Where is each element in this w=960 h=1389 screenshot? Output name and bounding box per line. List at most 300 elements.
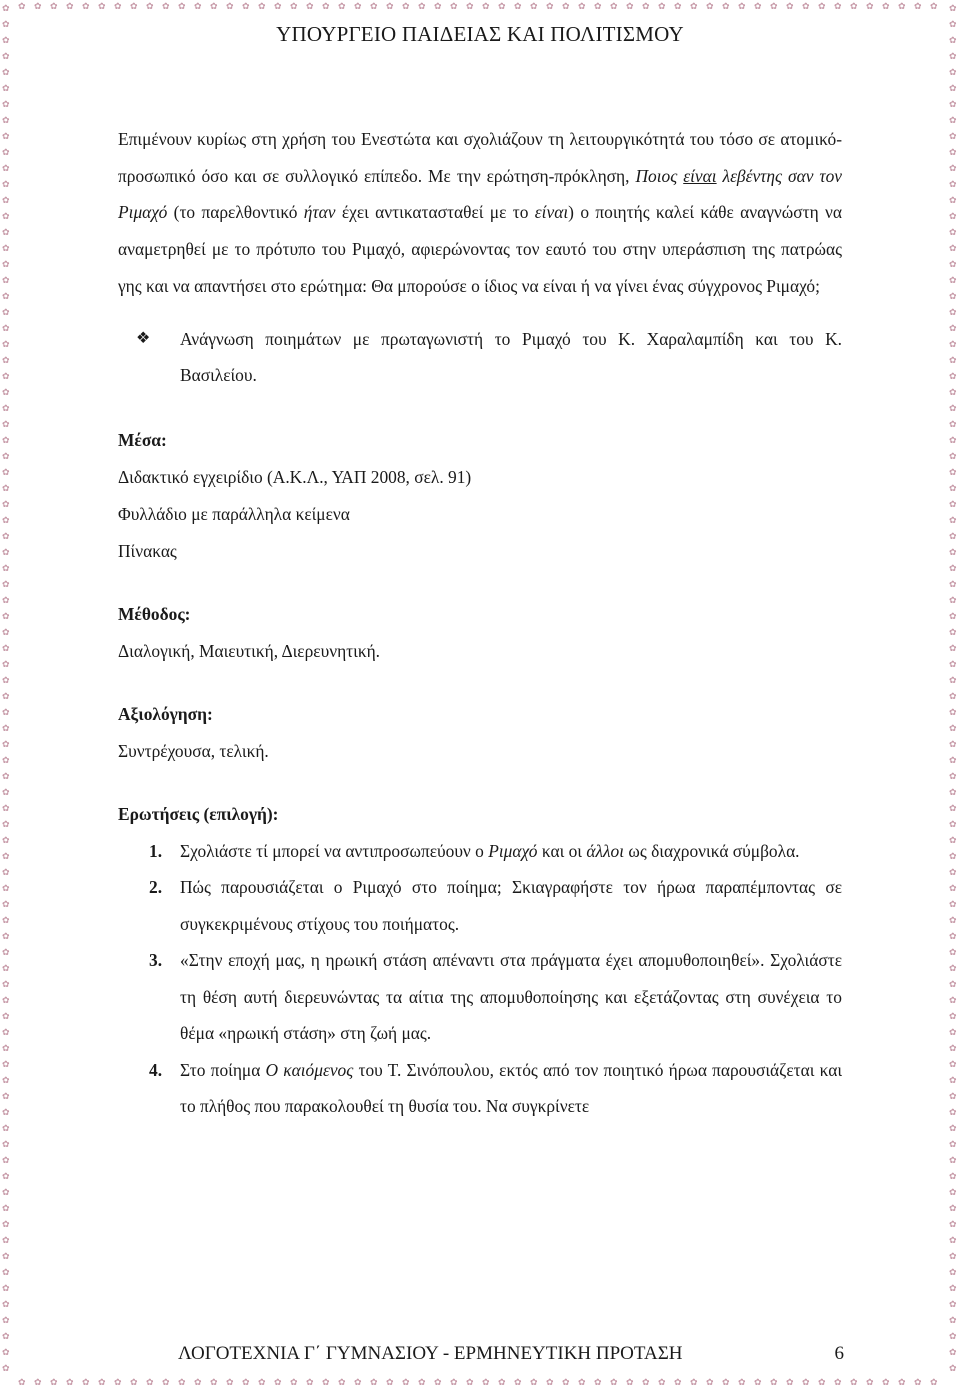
border-flower-icon: ✿	[949, 723, 957, 733]
border-flower-icon: ✿	[914, 1377, 922, 1387]
border-flower-icon: ✿	[2, 211, 10, 221]
border-flower-icon: ✿	[2, 867, 10, 877]
border-flower-icon: ✿	[2, 819, 10, 829]
border-flower-icon: ✿	[949, 83, 957, 93]
border-flower-icon: ✿	[949, 387, 957, 397]
border-flower-icon: ✿	[114, 1377, 122, 1387]
methodos-text: Διαλογική, Μαιευτική, Διερευνητική.	[118, 640, 381, 661]
border-flower-icon: ✿	[949, 867, 957, 877]
border-flower-icon: ✿	[949, 291, 957, 301]
mesa-item: Διδακτικό εγχειρίδιο (Α.Κ.Λ., ΥΑΠ 2008, σελ. 91)	[118, 466, 472, 487]
border-flower-icon: ✿	[2, 595, 10, 605]
border-flower-icon: ✿	[258, 1, 266, 11]
border-flower-icon: ✿	[2, 163, 10, 173]
border-flower-icon: ✿	[949, 211, 957, 221]
border-flower-icon: ✿	[402, 1, 410, 11]
border-flower-icon: ✿	[949, 755, 957, 765]
border-flower-icon: ✿	[949, 563, 957, 573]
border-flower-icon: ✿	[2, 707, 10, 717]
border-flower-icon: ✿	[949, 627, 957, 637]
methodos-heading: Μέθοδος:	[118, 603, 191, 624]
border-flower-icon: ✿	[949, 707, 957, 717]
border-flower-icon: ✿	[562, 1377, 570, 1387]
border-flower-icon: ✿	[949, 1011, 957, 1021]
border-flower-icon: ✿	[850, 1, 858, 11]
border-flower-icon: ✿	[802, 1377, 810, 1387]
border-flower-icon: ✿	[242, 1, 250, 11]
border-flower-icon: ✿	[546, 1, 554, 11]
erotiseis-heading: Ερωτήσεις (επιλογή):	[118, 803, 279, 824]
border-flower-icon: ✿	[2, 1235, 10, 1245]
border-flower-icon: ✿	[2, 67, 10, 77]
border-flower-icon: ✿	[949, 979, 957, 989]
border-flower-icon: ✿	[898, 1377, 906, 1387]
border-flower-icon: ✿	[2, 1203, 10, 1213]
border-flower-icon: ✿	[194, 1377, 202, 1387]
border-flower-icon: ✿	[2, 739, 10, 749]
border-flower-icon: ✿	[674, 1, 682, 11]
border-flower-icon: ✿	[2, 435, 10, 445]
border-flower-icon: ✿	[949, 579, 957, 589]
border-flower-icon: ✿	[949, 275, 957, 285]
border-flower-icon: ✿	[50, 1, 58, 11]
border-flower-icon: ✿	[2, 1251, 10, 1261]
border-flower-icon: ✿	[2, 931, 10, 941]
border-flower-icon: ✿	[2, 803, 10, 813]
border-flower-icon: ✿	[2, 531, 10, 541]
border-flower-icon: ✿	[242, 1377, 250, 1387]
border-flower-icon: ✿	[2, 995, 10, 1005]
border-flower-icon: ✿	[949, 1203, 957, 1213]
border-flower-icon: ✿	[949, 1107, 957, 1117]
border-flower-icon: ✿	[2, 83, 10, 93]
border-flower-icon: ✿	[2, 627, 10, 637]
border-flower-icon: ✿	[2, 1187, 10, 1197]
border-flower-icon: ✿	[210, 1377, 218, 1387]
border-flower-icon: ✿	[322, 1377, 330, 1387]
border-flower-icon: ✿	[949, 947, 957, 957]
border-flower-icon: ✿	[2, 339, 10, 349]
border-flower-icon: ✿	[418, 1377, 426, 1387]
border-flower-icon: ✿	[949, 675, 957, 685]
border-flower-icon: ✿	[2, 19, 10, 29]
border-flower-icon: ✿	[802, 1, 810, 11]
border-flower-icon: ✿	[114, 1, 122, 11]
border-flower-icon: ✿	[2, 563, 10, 573]
border-flower-icon: ✿	[130, 1377, 138, 1387]
border-flower-icon: ✿	[2, 227, 10, 237]
border-flower-icon: ✿	[34, 1, 42, 11]
border-flower-icon: ✿	[2, 3, 10, 13]
border-flower-icon: ✿	[2, 1107, 10, 1117]
border-flower-icon: ✿	[949, 1075, 957, 1085]
border-flower-icon: ✿	[354, 1377, 362, 1387]
border-flower-icon: ✿	[949, 1331, 957, 1341]
border-flower-icon: ✿	[2, 355, 10, 365]
border-flower-icon: ✿	[834, 1377, 842, 1387]
border-flower-icon: ✿	[258, 1377, 266, 1387]
border-flower-icon: ✿	[210, 1, 218, 11]
border-flower-icon: ✿	[2, 1315, 10, 1325]
border-flower-icon: ✿	[530, 1377, 538, 1387]
page-header: ΥΠΟΥΡΓΕΙΟ ΠΑΙΔΕΙΑΣ ΚΑΙ ΠΟΛΙΤΙΣΜΟΥ	[276, 22, 684, 46]
border-flower-icon: ✿	[274, 1, 282, 11]
border-flower-icon: ✿	[2, 1363, 10, 1373]
border-flower-icon: ✿	[949, 483, 957, 493]
border-flower-icon: ✿	[882, 1, 890, 11]
border-flower-icon: ✿	[738, 1377, 746, 1387]
border-flower-icon: ✿	[866, 1, 874, 11]
border-flower-icon: ✿	[658, 1377, 666, 1387]
border-flower-icon: ✿	[450, 1377, 458, 1387]
border-flower-icon: ✿	[949, 643, 957, 653]
border-flower-icon: ✿	[386, 1377, 394, 1387]
border-flower-icon: ✿	[949, 259, 957, 269]
border-flower-icon: ✿	[949, 1235, 957, 1245]
border-flower-icon: ✿	[949, 803, 957, 813]
border-flower-icon: ✿	[706, 1377, 714, 1387]
border-flower-icon: ✿	[949, 691, 957, 701]
border-flower-icon: ✿	[949, 323, 957, 333]
border-flower-icon: ✿	[949, 243, 957, 253]
border-flower-icon: ✿	[949, 163, 957, 173]
border-flower-icon: ✿	[949, 595, 957, 605]
border-flower-icon: ✿	[949, 1347, 957, 1357]
border-flower-icon: ✿	[949, 403, 957, 413]
border-flower-icon: ✿	[2, 1267, 10, 1277]
border-flower-icon: ✿	[949, 1155, 957, 1165]
border-flower-icon: ✿	[949, 51, 957, 61]
border-flower-icon: ✿	[2, 1059, 10, 1069]
border-flower-icon: ✿	[898, 1, 906, 11]
border-flower-icon: ✿	[34, 1377, 42, 1387]
border-flower-icon: ✿	[514, 1, 522, 11]
axiologisi-text: Συντρέχουσα, τελική.	[118, 740, 269, 761]
border-flower-icon: ✿	[949, 1139, 957, 1149]
border-flower-icon: ✿	[658, 1, 666, 11]
border-flower-icon: ✿	[18, 1377, 26, 1387]
border-flower-icon: ✿	[642, 1377, 650, 1387]
border-flower-icon: ✿	[2, 131, 10, 141]
border-flower-icon: ✿	[2, 371, 10, 381]
mesa-item: Φυλλάδιο με παράλληλα κείμενα	[118, 503, 350, 524]
border-flower-icon: ✿	[2, 323, 10, 333]
border-flower-icon: ✿	[338, 1377, 346, 1387]
border-flower-icon: ✿	[949, 659, 957, 669]
border-flower-icon: ✿	[930, 1377, 938, 1387]
border-flower-icon: ✿	[949, 3, 957, 13]
border-flower-icon: ✿	[530, 1, 538, 11]
question-item: 1. Σχολιάστε τί μπορεί να αντιπροσωπεύουν ο Ριμαχό και οι άλλοι ως διαχρονικά σύμβολα.	[149, 840, 800, 861]
border-flower-icon: ✿	[949, 1091, 957, 1101]
bullet-item: ❖ Ανάγνωση ποιημάτων με πρωταγωνιστή το Ριμαχό του Κ. Χαραλαμπίδη και του Κ. Βασιλείου.	[118, 321, 842, 394]
border-flower-icon: ✿	[866, 1377, 874, 1387]
question-item: 4. Στο ποίημα Ο καιόμενος του Τ. Σινόπουλου, εκτός από τον ποιητικό ήρωα παρουσιάζεται και το πλήθος που παρακολουθεί τη θυσία του. Να συγκρίνετε	[149, 1059, 843, 1117]
page-number: 6	[834, 1343, 844, 1364]
border-flower-icon: ✿	[498, 1, 506, 11]
border-flower-icon: ✿	[2, 483, 10, 493]
border-flower-icon: ✿	[370, 1, 378, 11]
footer-title: ΛΟΓΟΤΕΧΝΙΑ Γ΄ ΓΥΜΝΑΣΙΟΥ - ΕΡΜΗΝΕΥΤΙΚΗ ΠΡΟΤΑΣΗ	[178, 1343, 683, 1364]
border-flower-icon: ✿	[130, 1, 138, 11]
border-flower-icon: ✿	[2, 275, 10, 285]
diamond-bullet-icon: ❖	[136, 329, 151, 347]
border-flower-icon: ✿	[949, 179, 957, 189]
border-flower-icon: ✿	[2, 851, 10, 861]
border-flower-icon: ✿	[2, 675, 10, 685]
border-flower-icon: ✿	[178, 1, 186, 11]
border-flower-icon: ✿	[162, 1377, 170, 1387]
border-flower-icon: ✿	[786, 1377, 794, 1387]
intro-paragraph: Επιμένουν κυρίως στη χρήση του Ενεστώτα και σχολιάζουν τη λειτουργικότητά του τόσο σε ατομικό-προσωπικό όσο και σε συλλογικό επίπεδο. Με την ερώτηση-πρόκληση, Ποιος είναι λεβέντης σαν τον Ριμαχό (το παρελθοντικό ήταν έχει αντικατασταθεί με το είναι) ο ποιητής καλεί κάθε αναγνώστη να αναμετρηθεί με το πρότυπο του Ριμαχό, αφιερώνοντας τον εαυτό του στην υπεράσπιση της πατρώας γης και να απαντήσει στο ερώτημα: Θα μπορούσε ο ίδιος να είναι ή να γίνει ένας σύγχρονος Ριμαχό;	[118, 129, 843, 296]
border-flower-icon: ✿	[642, 1, 650, 11]
border-flower-icon: ✿	[949, 787, 957, 797]
border-flower-icon: ✿	[2, 307, 10, 317]
border-flower-icon: ✿	[949, 819, 957, 829]
border-flower-icon: ✿	[2, 467, 10, 477]
border-flower-icon: ✿	[2, 547, 10, 557]
border-flower-icon: ✿	[2, 419, 10, 429]
border-flower-icon: ✿	[834, 1, 842, 11]
border-flower-icon: ✿	[290, 1377, 298, 1387]
border-flower-icon: ✿	[2, 1155, 10, 1165]
border-flower-icon: ✿	[2, 1347, 10, 1357]
border-flower-icon: ✿	[354, 1, 362, 11]
border-flower-icon: ✿	[2, 499, 10, 509]
border-flower-icon: ✿	[2, 787, 10, 797]
border-flower-icon: ✿	[754, 1377, 762, 1387]
border-flower-icon: ✿	[690, 1377, 698, 1387]
border-flower-icon: ✿	[626, 1377, 634, 1387]
border-flower-icon: ✿	[949, 435, 957, 445]
border-flower-icon: ✿	[949, 67, 957, 77]
border-flower-icon: ✿	[949, 931, 957, 941]
border-flower-icon: ✿	[2, 35, 10, 45]
border-flower-icon: ✿	[2, 643, 10, 653]
document-body	[118, 121, 842, 1125]
question-item: 3. «Στην εποχή μας, η ηρωική στάση απέναντι στα πράγματα έχει απομυθοποιηθεί». Σχολιάστε τη θέση αυτή διερευνώντας τα αίτια της απομυθοποίησης και εξετάζοντας στη συνέχεια το θέμα «ηρωική στάση» στη ζωή μας.	[149, 950, 842, 1044]
border-flower-icon: ✿	[50, 1377, 58, 1387]
border-flower-icon: ✿	[786, 1, 794, 11]
border-flower-icon: ✿	[594, 1377, 602, 1387]
border-flower-icon: ✿	[2, 771, 10, 781]
border-flower-icon: ✿	[98, 1377, 106, 1387]
border-flower-icon: ✿	[2, 723, 10, 733]
border-flower-icon: ✿	[626, 1, 634, 11]
border-flower-icon: ✿	[2, 99, 10, 109]
border-flower-icon: ✿	[949, 147, 957, 157]
border-flower-icon: ✿	[482, 1, 490, 11]
border-flower-icon: ✿	[514, 1377, 522, 1387]
border-flower-icon: ✿	[306, 1, 314, 11]
border-flower-icon: ✿	[949, 883, 957, 893]
border-flower-icon: ✿	[66, 1, 74, 11]
border-flower-icon: ✿	[338, 1, 346, 11]
border-flower-icon: ✿	[498, 1377, 506, 1387]
border-flower-icon: ✿	[562, 1, 570, 11]
border-flower-icon: ✿	[2, 451, 10, 461]
border-flower-icon: ✿	[2, 1027, 10, 1037]
border-flower-icon: ✿	[949, 1299, 957, 1309]
mesa-heading: Μέσα:	[118, 429, 167, 450]
border-flower-icon: ✿	[386, 1, 394, 11]
border-flower-icon: ✿	[949, 499, 957, 509]
border-flower-icon: ✿	[949, 771, 957, 781]
border-flower-icon: ✿	[949, 739, 957, 749]
border-flower-icon: ✿	[2, 1075, 10, 1085]
border-flower-icon: ✿	[162, 1, 170, 11]
border-flower-icon: ✿	[2, 1139, 10, 1149]
border-flower-icon: ✿	[610, 1377, 618, 1387]
border-flower-icon: ✿	[949, 835, 957, 845]
border-flower-icon: ✿	[818, 1377, 826, 1387]
border-flower-icon: ✿	[546, 1377, 554, 1387]
border-flower-icon: ✿	[2, 1091, 10, 1101]
border-flower-icon: ✿	[418, 1, 426, 11]
border-flower-icon: ✿	[949, 547, 957, 557]
border-flower-icon: ✿	[2, 1219, 10, 1229]
border-flower-icon: ✿	[949, 1171, 957, 1181]
border-flower-icon: ✿	[2, 963, 10, 973]
border-flower-icon: ✿	[949, 1283, 957, 1293]
border-flower-icon: ✿	[178, 1377, 186, 1387]
border-flower-icon: ✿	[690, 1, 698, 11]
border-flower-icon: ✿	[850, 1377, 858, 1387]
border-flower-icon: ✿	[2, 403, 10, 413]
border-flower-icon: ✿	[578, 1, 586, 11]
border-flower-icon: ✿	[306, 1377, 314, 1387]
border-flower-icon: ✿	[2, 947, 10, 957]
border-flower-icon: ✿	[2, 915, 10, 925]
border-flower-icon: ✿	[949, 19, 957, 29]
border-flower-icon: ✿	[610, 1, 618, 11]
border-flower-icon: ✿	[2, 883, 10, 893]
border-flower-icon: ✿	[949, 995, 957, 1005]
border-flower-icon: ✿	[949, 963, 957, 973]
border-flower-icon: ✿	[930, 1, 938, 11]
border-flower-icon: ✿	[949, 195, 957, 205]
border-flower-icon: ✿	[949, 531, 957, 541]
border-flower-icon: ✿	[949, 915, 957, 925]
border-flower-icon: ✿	[770, 1, 778, 11]
border-flower-icon: ✿	[949, 451, 957, 461]
border-flower-icon: ✿	[466, 1, 474, 11]
border-flower-icon: ✿	[2, 291, 10, 301]
border-flower-icon: ✿	[949, 851, 957, 861]
border-flower-icon: ✿	[949, 467, 957, 477]
border-flower-icon: ✿	[949, 1043, 957, 1053]
border-flower-icon: ✿	[482, 1377, 490, 1387]
border-flower-icon: ✿	[2, 115, 10, 125]
page-footer	[178, 1343, 844, 1365]
border-flower-icon: ✿	[2, 1283, 10, 1293]
border-flower-icon: ✿	[2, 1299, 10, 1309]
border-flower-icon: ✿	[146, 1, 154, 11]
border-flower-icon: ✿	[949, 1363, 957, 1373]
border-flower-icon: ✿	[66, 1377, 74, 1387]
border-flower-icon: ✿	[2, 611, 10, 621]
border-flower-icon: ✿	[2, 195, 10, 205]
border-flower-icon: ✿	[18, 1, 26, 11]
border-flower-icon: ✿	[2, 179, 10, 189]
border-flower-icon: ✿	[290, 1, 298, 11]
border-flower-icon: ✿	[949, 1187, 957, 1197]
border-flower-icon: ✿	[949, 899, 957, 909]
border-flower-icon: ✿	[2, 1123, 10, 1133]
border-flower-icon: ✿	[949, 1123, 957, 1133]
border-flower-icon: ✿	[2, 1171, 10, 1181]
border-flower-icon: ✿	[434, 1377, 442, 1387]
border-flower-icon: ✿	[949, 611, 957, 621]
border-flower-icon: ✿	[949, 131, 957, 141]
border-flower-icon: ✿	[226, 1377, 234, 1387]
border-flower-icon: ✿	[434, 1, 442, 11]
border-flower-icon: ✿	[949, 1315, 957, 1325]
border-flower-icon: ✿	[594, 1, 602, 11]
border-flower-icon: ✿	[949, 355, 957, 365]
border-flower-icon: ✿	[322, 1, 330, 11]
border-flower-icon: ✿	[146, 1377, 154, 1387]
border-flower-icon: ✿	[82, 1, 90, 11]
border-flower-icon: ✿	[722, 1, 730, 11]
border-flower-icon: ✿	[949, 371, 957, 381]
border-flower-icon: ✿	[450, 1, 458, 11]
border-flower-icon: ✿	[2, 835, 10, 845]
border-flower-icon: ✿	[370, 1377, 378, 1387]
border-flower-icon: ✿	[2, 659, 10, 669]
border-flower-icon: ✿	[2, 387, 10, 397]
border-flower-icon: ✿	[949, 115, 957, 125]
border-flower-icon: ✿	[2, 755, 10, 765]
border-flower-icon: ✿	[754, 1, 762, 11]
border-flower-icon: ✿	[949, 339, 957, 349]
border-flower-icon: ✿	[2, 259, 10, 269]
border-flower-icon: ✿	[402, 1377, 410, 1387]
border-flower-icon: ✿	[706, 1, 714, 11]
border-flower-icon: ✿	[738, 1, 746, 11]
border-flower-icon: ✿	[82, 1377, 90, 1387]
border-flower-icon: ✿	[2, 691, 10, 701]
border-flower-icon: ✿	[949, 1219, 957, 1229]
question-item: 2. Πώς παρουσιάζεται ο Ριμαχό στο ποίημα; Σκιαγραφήστε τον ήρωα παραπέμποντας σε συγκεκριμένους στίχους του ποιήματος.	[149, 877, 842, 934]
border-flower-icon: ✿	[818, 1, 826, 11]
border-flower-icon: ✿	[770, 1377, 778, 1387]
border-flower-icon: ✿	[2, 979, 10, 989]
border-flower-icon: ✿	[2, 1043, 10, 1053]
border-flower-icon: ✿	[949, 419, 957, 429]
border-flower-icon: ✿	[882, 1377, 890, 1387]
border-flower-icon: ✿	[949, 515, 957, 525]
border-flower-icon: ✿	[949, 307, 957, 317]
border-flower-icon: ✿	[466, 1377, 474, 1387]
border-flower-icon: ✿	[2, 515, 10, 525]
border-flower-icon: ✿	[949, 99, 957, 109]
border-flower-icon: ✿	[274, 1377, 282, 1387]
mesa-item: Πίνακας	[118, 540, 177, 561]
border-flower-icon: ✿	[2, 899, 10, 909]
border-flower-icon: ✿	[949, 1059, 957, 1069]
border-flower-icon: ✿	[949, 1251, 957, 1261]
border-flower-icon: ✿	[2, 1331, 10, 1341]
border-flower-icon: ✿	[2, 51, 10, 61]
border-flower-icon: ✿	[949, 1027, 957, 1037]
border-flower-icon: ✿	[949, 227, 957, 237]
border-flower-icon: ✿	[914, 1, 922, 11]
border-flower-icon: ✿	[2, 147, 10, 157]
border-flower-icon: ✿	[949, 35, 957, 45]
axiologisi-heading: Αξιολόγηση:	[118, 703, 213, 724]
border-flower-icon: ✿	[2, 579, 10, 589]
